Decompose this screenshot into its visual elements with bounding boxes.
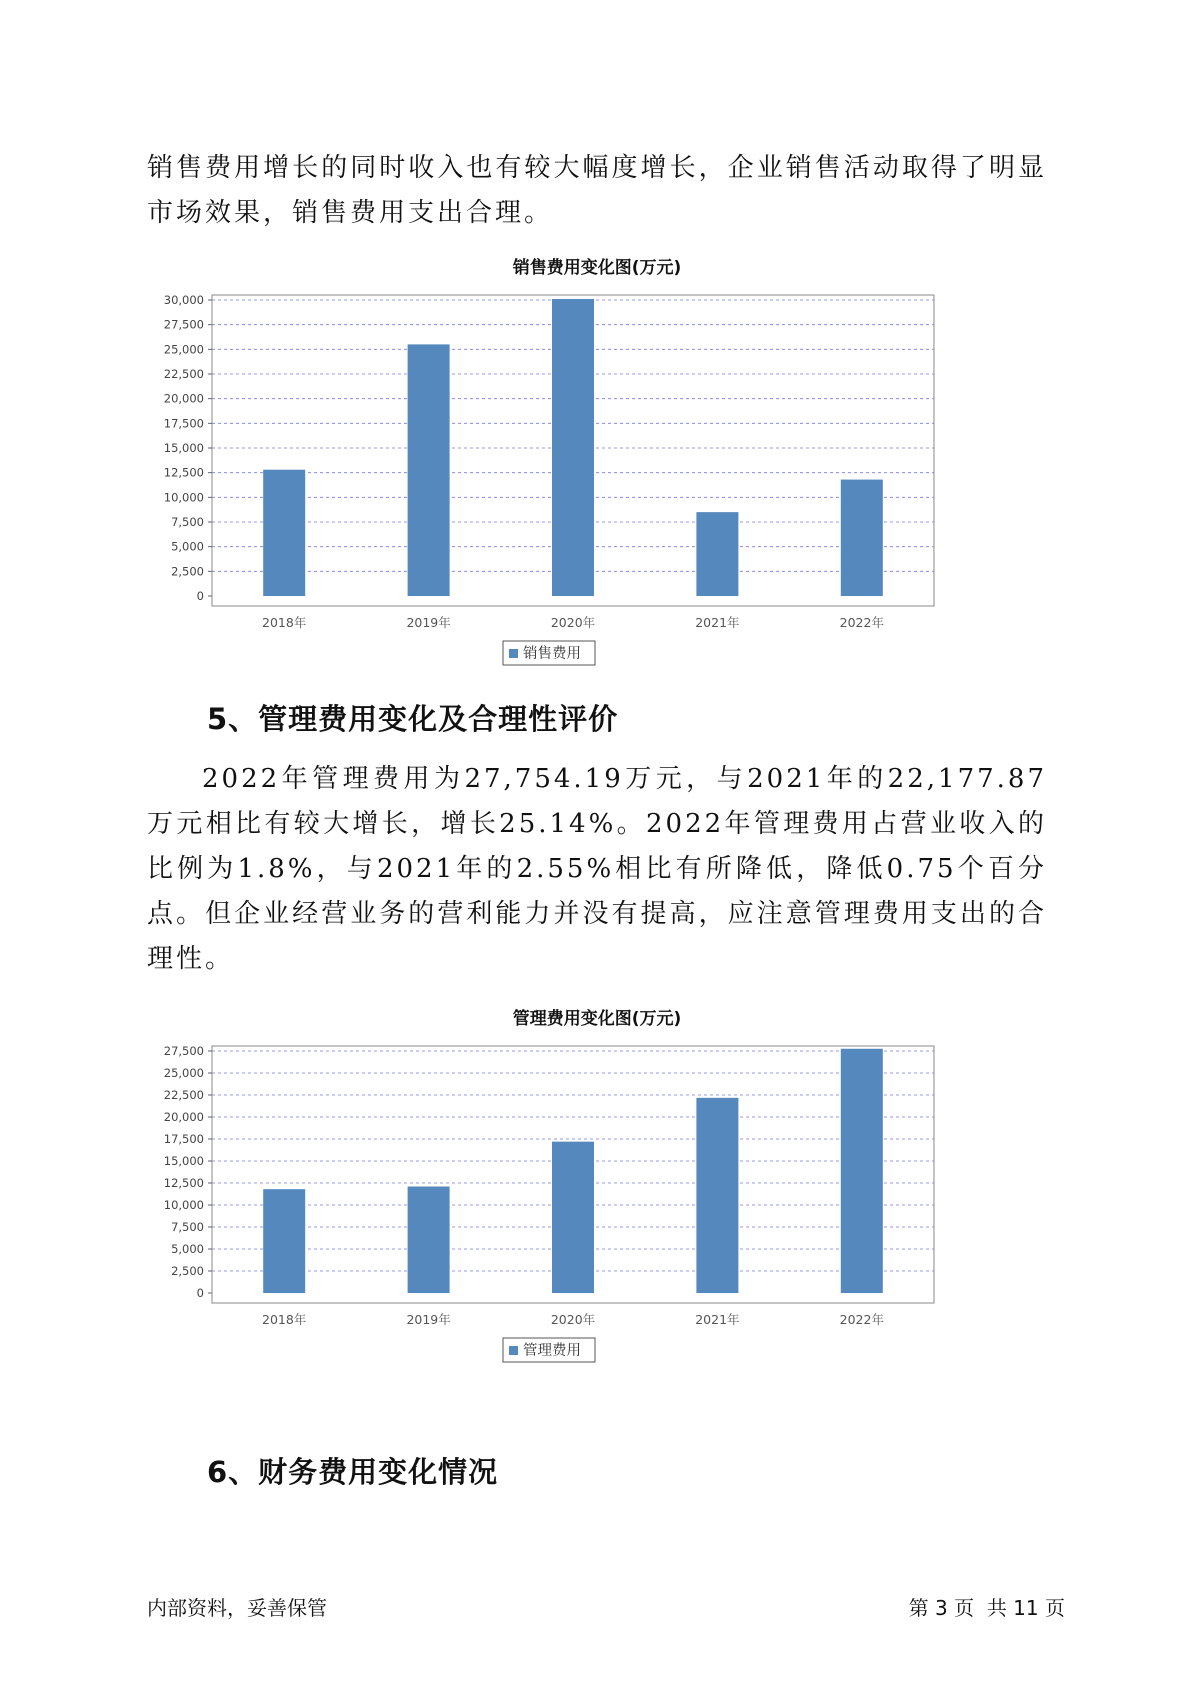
- bar-2020: [552, 1142, 594, 1293]
- bar-2021: [696, 1098, 738, 1293]
- x-tick-label: 2019年: [406, 1312, 451, 1327]
- y-tick-label: 2,500: [171, 1264, 204, 1278]
- legend-swatch: [509, 1346, 518, 1355]
- y-tick-label: 5,000: [171, 539, 204, 554]
- y-tick-label: 27,500: [163, 317, 204, 332]
- bar-2018: [263, 1189, 305, 1293]
- x-tick-label: 2022年: [839, 615, 884, 630]
- y-tick-label: 10,000: [163, 1198, 204, 1212]
- x-tick-label: 2022年: [839, 1312, 884, 1327]
- y-tick-label: 22,500: [163, 1088, 204, 1102]
- y-tick-label: 0: [196, 589, 204, 603]
- legend-label: 管理费用: [523, 1343, 581, 1359]
- footer-confidential-note: 内部资料，妥善保管: [147, 1596, 327, 1620]
- y-tick-label: 5,000: [171, 1242, 204, 1256]
- x-tick-label: 2020年: [550, 615, 596, 630]
- legend-label: 销售费用: [523, 646, 581, 662]
- y-tick-label: 25,000: [163, 342, 204, 357]
- y-tick-label: 20,000: [163, 1110, 204, 1124]
- y-tick-label: 7,500: [171, 1220, 204, 1234]
- bar-2022: [841, 480, 883, 596]
- admin-expense-chart-title: 管理费用变化图(万元): [512, 1009, 682, 1029]
- sales-expense-chart-title: 销售费用变化图(万元): [512, 258, 682, 278]
- y-tick-label: 12,500: [163, 465, 204, 480]
- y-tick-label: 25,000: [163, 1066, 204, 1080]
- y-tick-label: 12,500: [163, 1176, 204, 1190]
- y-tick-label: 22,500: [163, 367, 204, 381]
- bar-2018: [263, 470, 305, 596]
- section-5-heading: 5、管理费用变化及合理性评价: [207, 702, 619, 736]
- bar-2021: [696, 512, 738, 596]
- y-tick-label: 20,000: [163, 391, 204, 406]
- bar-2019: [408, 1187, 450, 1293]
- y-tick-label: 30,000: [163, 293, 204, 307]
- y-tick-label: 0: [196, 1286, 204, 1300]
- section-5-paragraph: 2022年管理费用为27,754.19万元，与2021年的22,177.87万元相比有较大增长，增长25.14%。2022年管理费用占营业收入的比例为1.8%，与2021年的2.55%相比有所降低，降低0.75个百分点。但企业经营业务的营利能力并没有提高，应注意管理费用支出的合理性。: [147, 764, 1047, 974]
- admin-expense-bar-chart: [147, 1034, 1047, 1434]
- sales-expense-bar-chart: [147, 283, 1047, 678]
- x-tick-label: 2021年: [695, 615, 740, 630]
- x-tick-label: 2020年: [550, 1312, 596, 1327]
- x-tick-label: 2018年: [262, 1312, 307, 1327]
- y-tick-label: 7,500: [171, 515, 204, 529]
- section-6-heading: 6、财务费用变化情况: [207, 1455, 499, 1489]
- x-tick-label: 2019年: [406, 615, 451, 630]
- y-tick-label: 15,000: [163, 1154, 204, 1168]
- bar-2020: [552, 299, 594, 596]
- footer-page-number: 第 3 页 共 11 页: [908, 1596, 1065, 1620]
- legend-swatch: [509, 649, 518, 658]
- y-tick-label: 10,000: [163, 490, 204, 505]
- x-tick-label: 2021年: [695, 1312, 740, 1327]
- bar-2019: [408, 344, 450, 596]
- y-tick-label: 2,500: [171, 564, 204, 579]
- intro-paragraph: 销售费用增长的同时收入也有较大幅度增长，企业销售活动取得了明显市场效果，销售费用支出合理。: [147, 153, 1047, 228]
- bar-2022: [841, 1049, 883, 1293]
- y-tick-label: 17,500: [163, 416, 204, 431]
- y-tick-label: 27,500: [163, 1044, 204, 1058]
- x-tick-label: 2018年: [262, 615, 307, 630]
- y-tick-label: 17,500: [163, 1132, 204, 1146]
- y-tick-label: 15,000: [163, 441, 204, 455]
